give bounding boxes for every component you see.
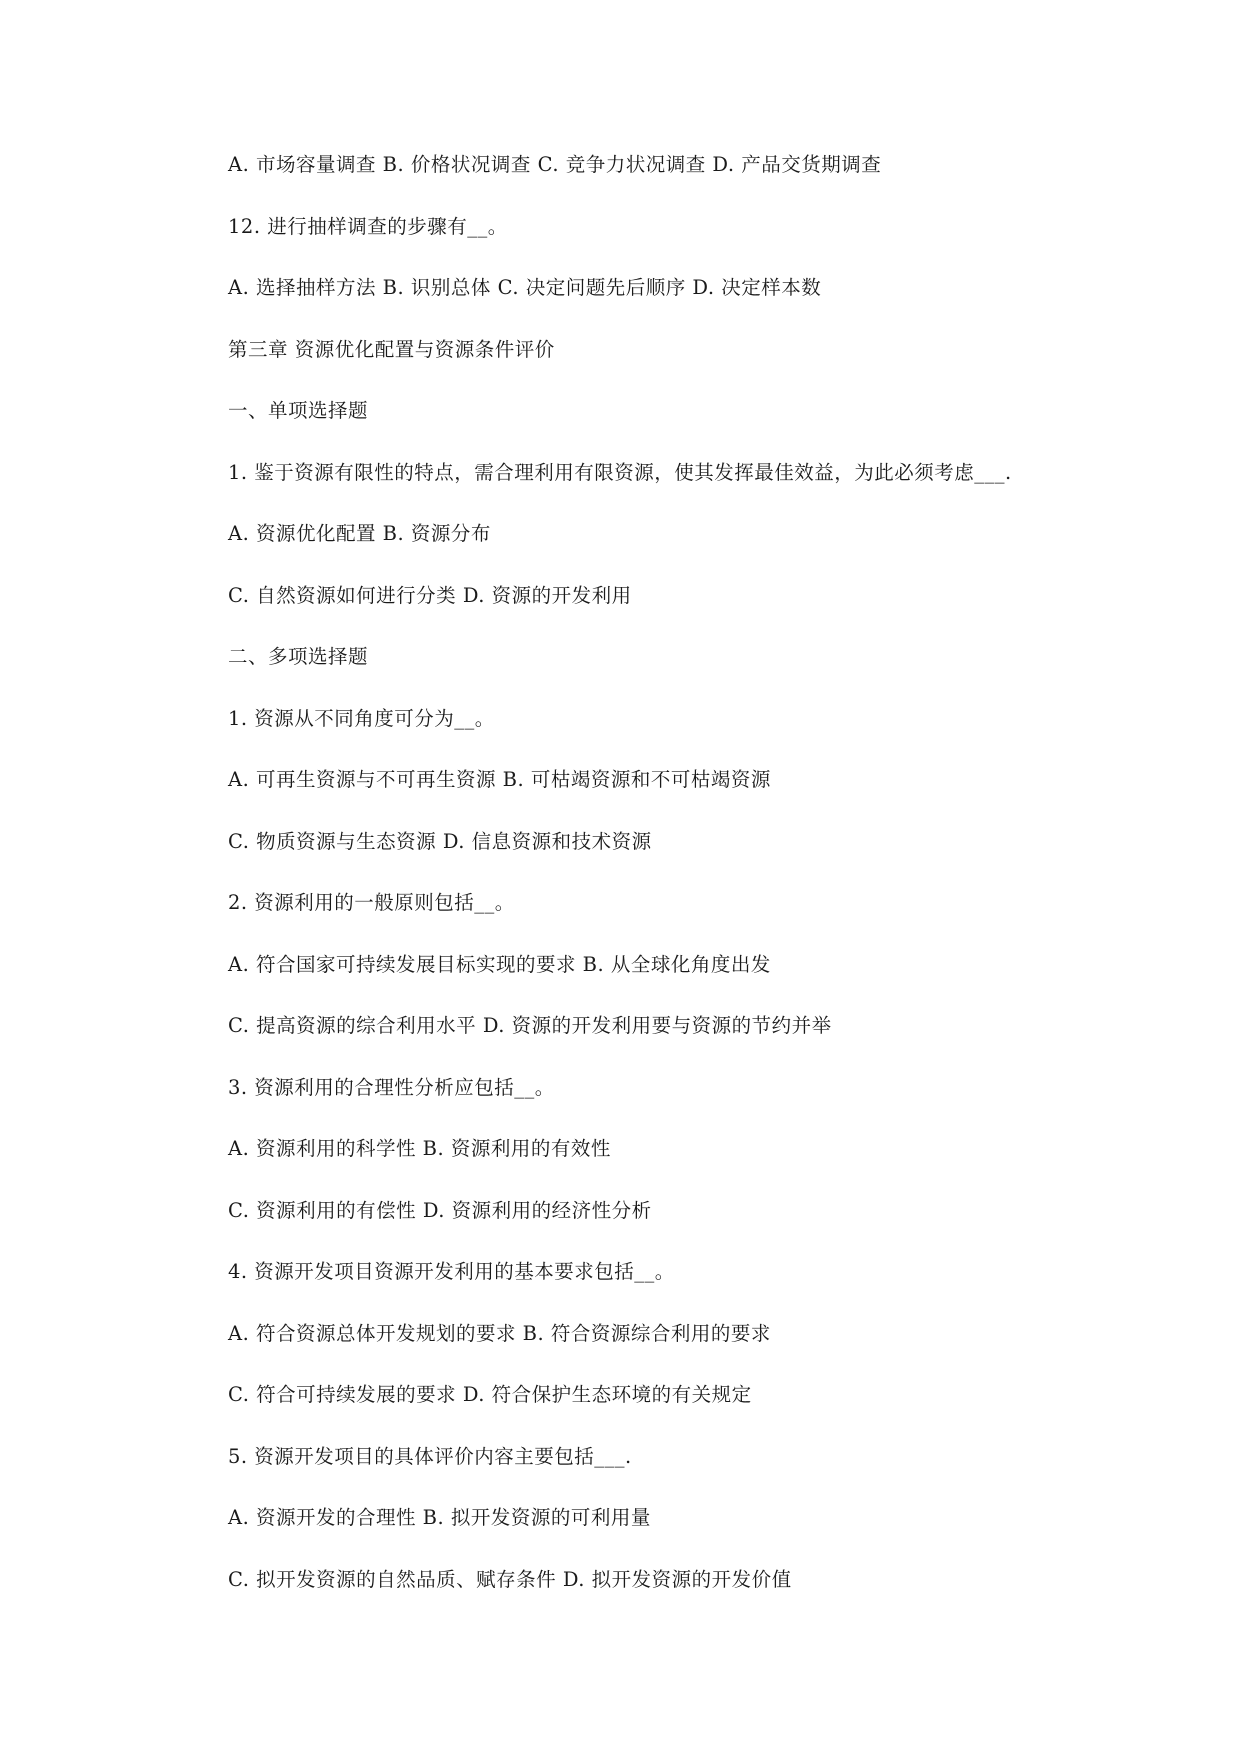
option-line-mc1-c: C. 物质资源与生态资源 D. 信息资源和技术资源 [228, 830, 652, 853]
option-line-sc1-c: C. 自然资源如何进行分类 D. 资源的开发利用 [228, 584, 632, 607]
question-12: 12. 进行抽样调查的步骤有__。 [228, 215, 508, 238]
option-line-mc2-a: A. 符合国家可持续发展目标实现的要求 B. 从全球化角度出发 [228, 953, 771, 976]
option-line-mc1-a: A. 可再生资源与不可再生资源 B. 可枯竭资源和不可枯竭资源 [228, 768, 771, 791]
multi-choice-question-4: 4. 资源开发项目资源开发利用的基本要求包括__。 [228, 1260, 675, 1283]
section-heading-single-choice: 一、单项选择题 [228, 399, 369, 422]
option-line-mc2-c: C. 提高资源的综合利用水平 D. 资源的开发利用要与资源的节约并举 [228, 1014, 832, 1037]
single-choice-question-1: 1. 鉴于资源有限性的特点，需合理利用有限资源，使其发挥最佳效益，为此必须考虑___. [228, 461, 1012, 484]
multi-choice-question-2: 2. 资源利用的一般原则包括__。 [228, 891, 515, 914]
option-line-mc5-a: A. 资源开发的合理性 B. 拟开发资源的可利用量 [228, 1506, 651, 1529]
option-line-q11: A. 市场容量调查 B. 价格状况调查 C. 竞争力状况调查 D. 产品交货期调查 [228, 153, 882, 176]
option-line-mc3-a: A. 资源利用的科学性 B. 资源利用的有效性 [228, 1137, 611, 1160]
multi-choice-question-3: 3. 资源利用的合理性分析应包括__。 [228, 1076, 555, 1099]
option-line-q12: A. 选择抽样方法 B. 识别总体 C. 决定问题先后顺序 D. 决定样本数 [228, 276, 822, 299]
multi-choice-question-1: 1. 资源从不同角度可分为__。 [228, 707, 495, 730]
option-line-mc3-c: C. 资源利用的有偿性 D. 资源利用的经济性分析 [228, 1199, 652, 1222]
section-heading-multiple-choice: 二、多项选择题 [228, 645, 369, 668]
option-line-mc5-c: C. 拟开发资源的自然品质、赋存条件 D. 拟开发资源的开发价值 [228, 1568, 792, 1591]
option-line-sc1-a: A. 资源优化配置 B. 资源分布 [228, 522, 491, 545]
option-line-mc4-c: C. 符合可持续发展的要求 D. 符合保护生态环境的有关规定 [228, 1383, 752, 1406]
multi-choice-question-5: 5. 资源开发项目的具体评价内容主要包括___. [228, 1445, 632, 1468]
option-line-mc4-a: A. 符合资源总体开发规划的要求 B. 符合资源综合利用的要求 [228, 1322, 771, 1345]
chapter-heading: 第三章 资源优化配置与资源条件评价 [228, 338, 555, 361]
